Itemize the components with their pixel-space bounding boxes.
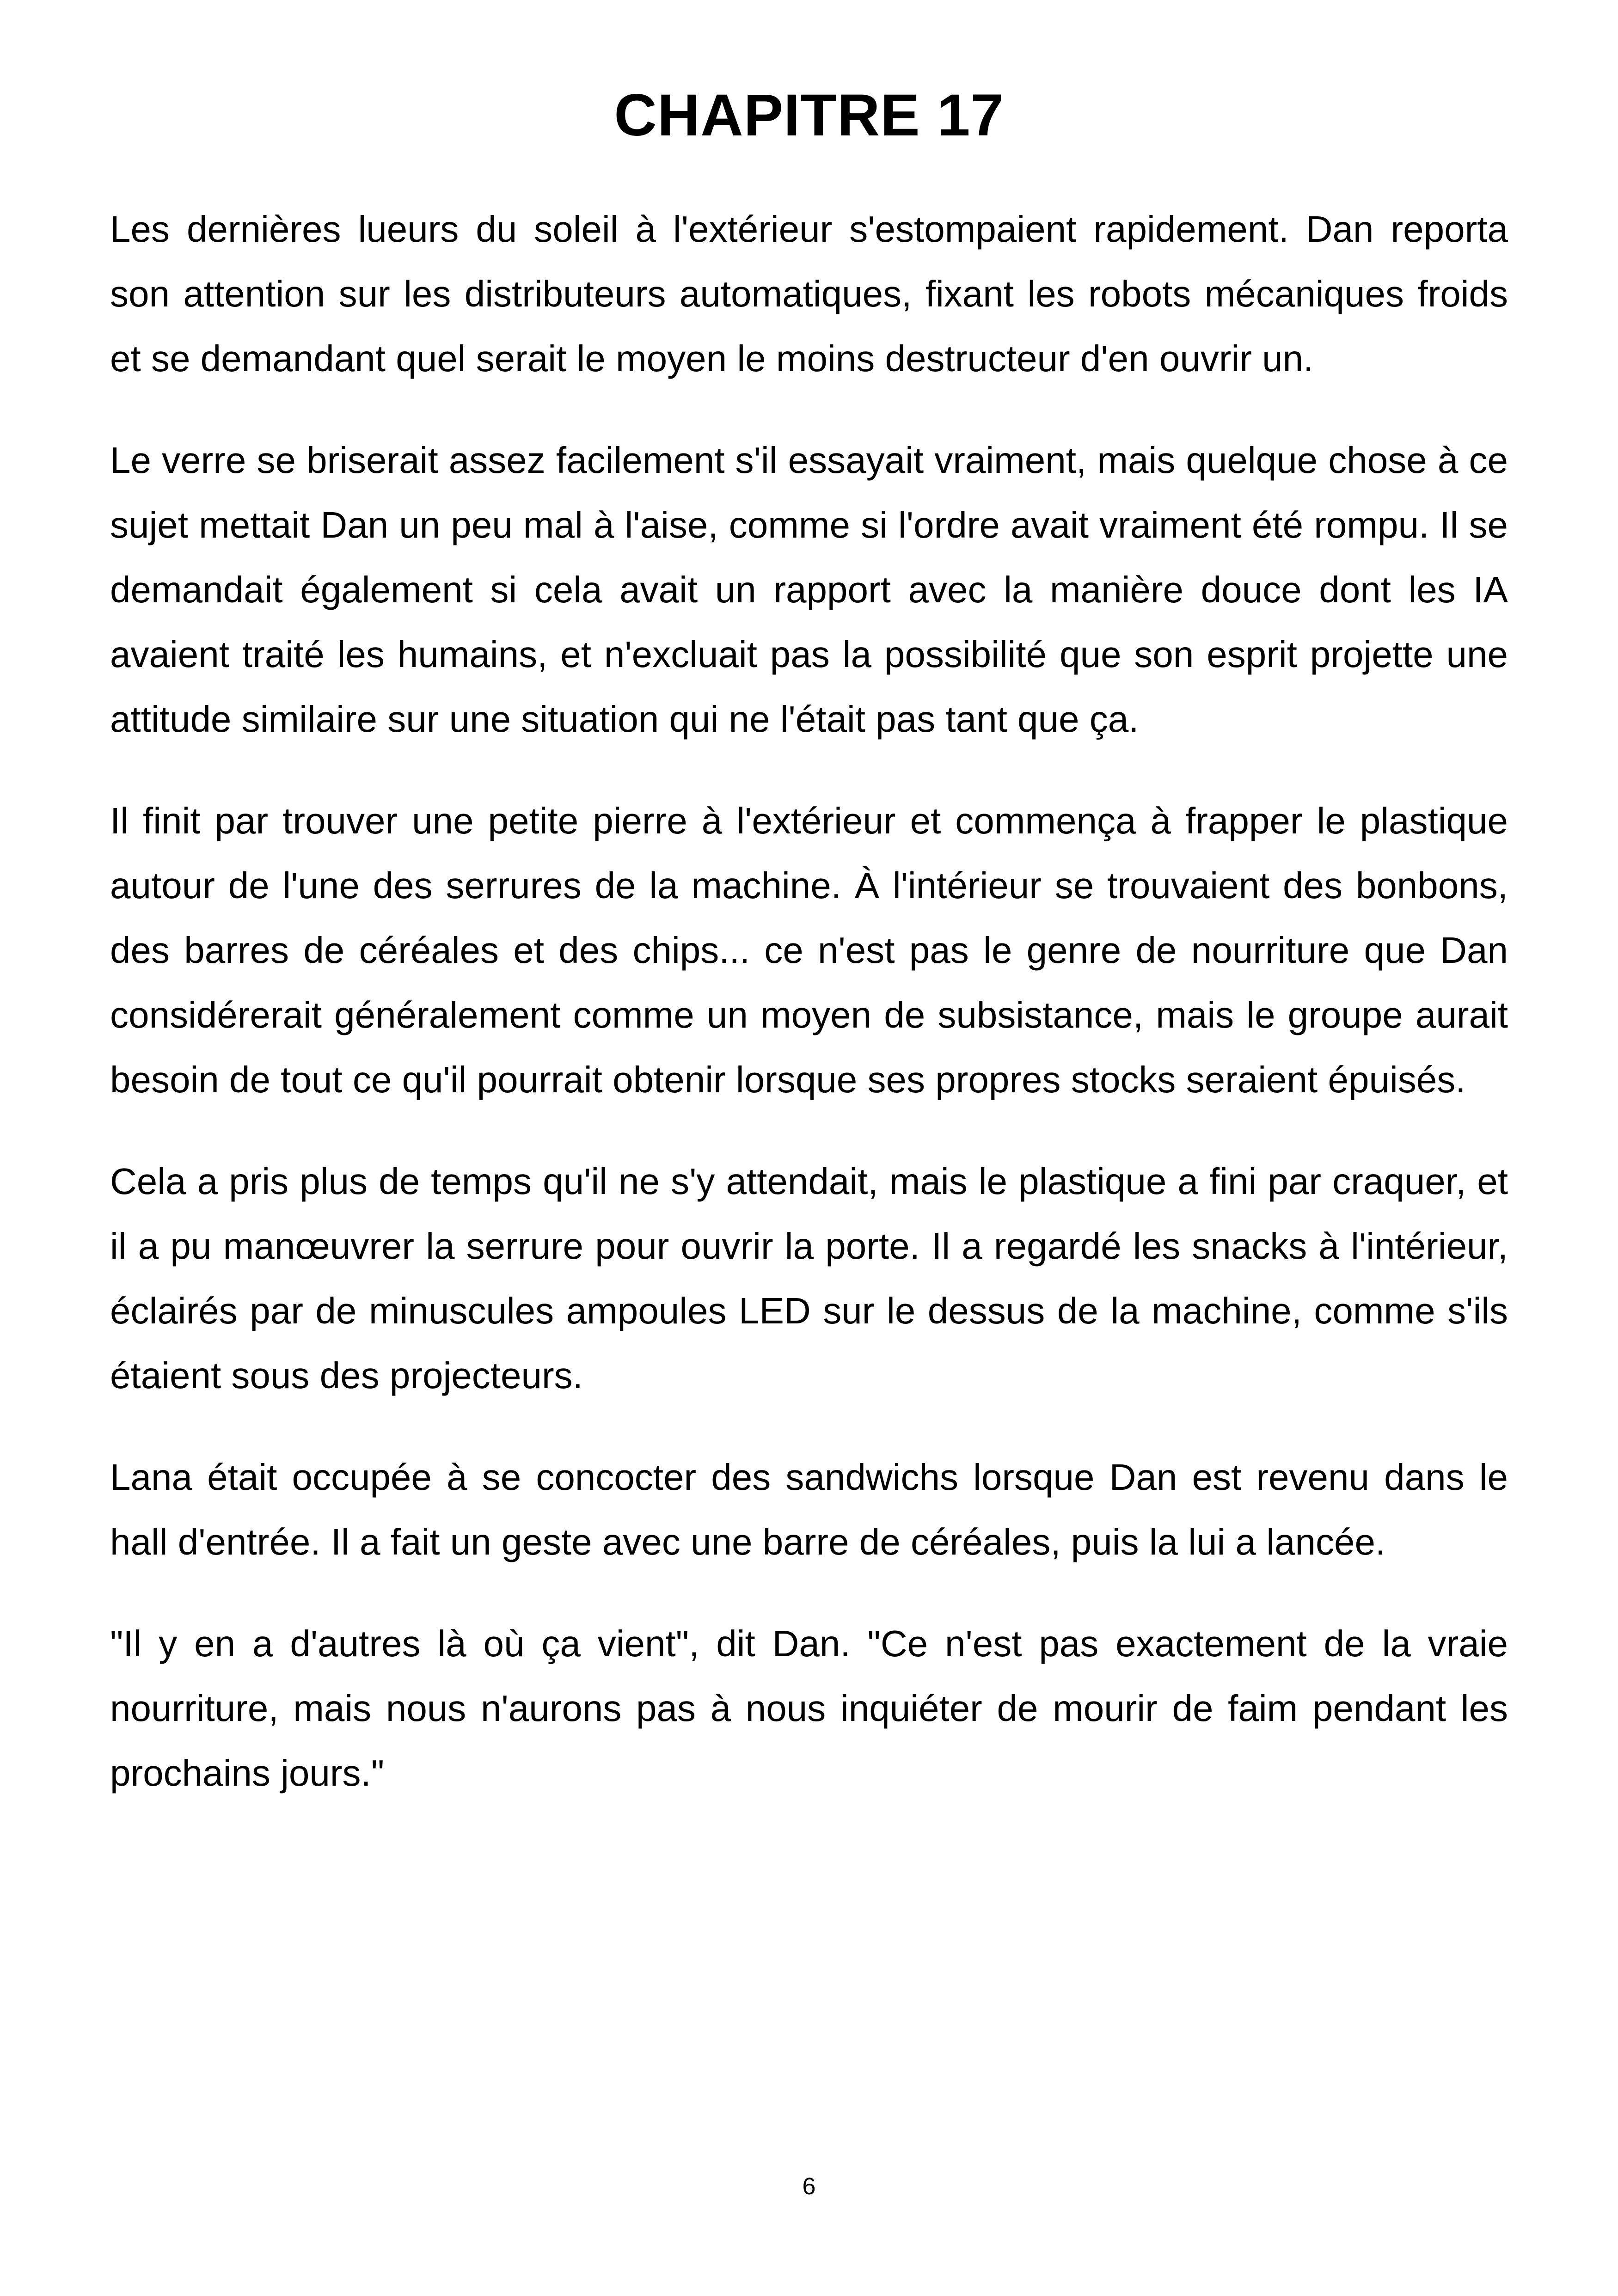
paragraph-3: Il finit par trouver une petite pierre à l'extérieur et commença à frapper le plastique autour de l'une des serrures de la machine. À l'intérieur se trouvaient des bonbons, des barres de céréales et des chips... ce n'est pas le genre de nourriture que Dan considérerait généralement comme un moyen de subsistance, mais le groupe aurait besoin de tout ce qu'il pourrait obtenir lorsque ses propres stocks seraient épuisés. <box>110 800 1508 1100</box>
chapter-title: CHAPITRE 17 <box>614 82 1004 148</box>
chapter-body <box>110 197 1508 1843</box>
paragraph-1: Les dernières lueurs du soleil à l'extérieur s'estompaient rapidement. Dan reporta son attention sur les distributeurs automatiques, fixant les robots mécaniques froids et se demandant quel serait le moyen le moins destructeur d'en ouvrir un. <box>110 208 1508 379</box>
paragraph-5: Lana était occupée à se concocter des sandwichs lorsque Dan est revenu dans le hall d'entrée. Il a fait un geste avec une barre de céréales, puis la lui a lancée. <box>110 1457 1508 1562</box>
paragraph-4: Cela a pris plus de temps qu'il ne s'y attendait, mais le plastique a fini par craquer, et il a pu manœuvrer la serrure pour ouvrir la porte. Il a regardé les snacks à l'intérieur, éclairés par de minuscules ampoules LED sur le dessus de la machine, comme s'ils étaient sous des projecteurs. <box>110 1161 1508 1396</box>
paragraph-2: Le verre se briserait assez facilement s'il essayait vraiment, mais quelque chose à ce sujet mettait Dan un peu mal à l'aise, comme si l'ordre avait vraiment été rompu. Il se demandait également si cela avait un rapport avec la manière douce dont les IA avaient traité les humains, et n'excluait pas la possibilité que son esprit projette une attitude similaire sur une situation qui ne l'était pas tant que ça. <box>110 440 1508 740</box>
paragraph-6: "Il y en a d'autres là où ça vient", dit Dan. "Ce n'est pas exactement de la vraie nourriture, mais nous n'aurons pas à nous inquiéter de mourir de faim pendant les prochains jours." <box>110 1623 1508 1794</box>
page-number: 6 <box>802 2173 816 2200</box>
